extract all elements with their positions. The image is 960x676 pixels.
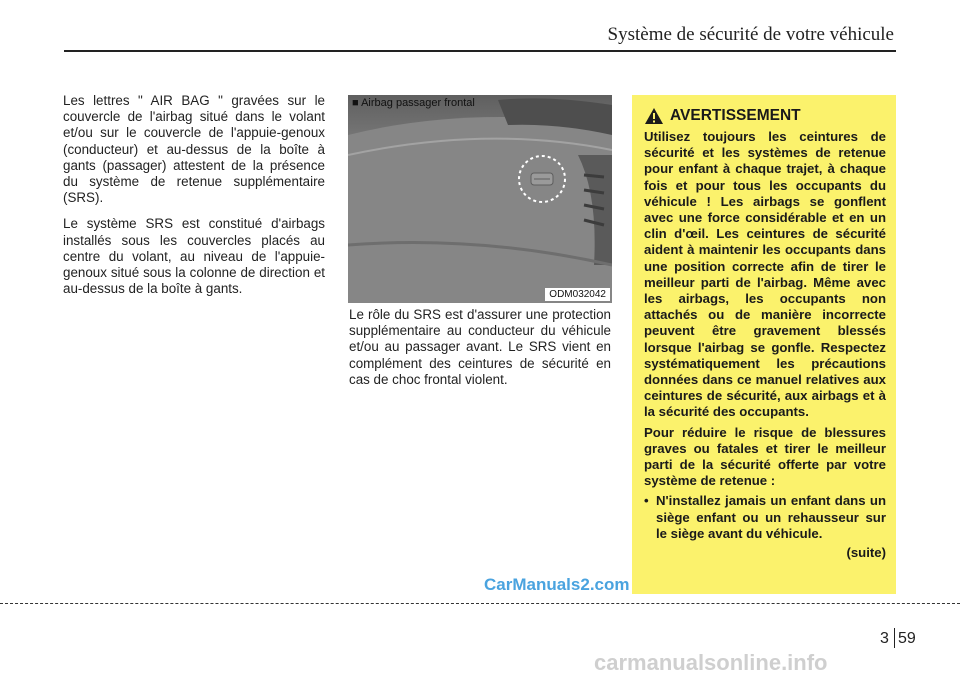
chapter-number: 3 — [880, 630, 889, 647]
airbag-photo — [348, 95, 612, 303]
footer-site-watermark[interactable]: carmanualsonline.info — [594, 650, 828, 675]
page-header-title: Système de sécurité de votre véhicule — [607, 24, 894, 45]
page-number: 59 — [898, 630, 916, 647]
warning-box — [632, 95, 896, 594]
continued-label: (suite) — [846, 545, 886, 561]
warning-bullet-text: N'installez jamais un enfant dans un siège enfant ou un rehausseur sur le siège avant du véhicule. — [656, 493, 886, 541]
photo-caption: ■ Airbag passager frontal — [352, 97, 475, 109]
page-number-separator — [894, 628, 895, 648]
warning-paragraph-risk: Pour réduire le risque de blessures graves ou fatales et tirer le meilleur parti de la sécurité offerte par votre système de retenue : — [644, 424, 886, 489]
paragraph-air-bag-markings: Les lettres " AIR BAG " gravées sur le couvercle de l'airbag situé dans le volant et/ou sur le couvercle de l'appuie-genoux (conducteur) et au-dessus de la boîte à gants (passager) attestent de la présence du système de retenue supplémentaire (SRS). — [63, 93, 325, 206]
warning-header — [644, 107, 886, 125]
watermark-link[interactable]: CarManuals2.com — [484, 575, 630, 594]
paragraph-srs-composition: Le système SRS est constitué d'airbags installés sous les couvercles placés au centre du volant, au niveau de l'appuie-genoux situé sous la colonne de direction et au-dessus de la boîte à gants. — [63, 216, 325, 297]
warning-paragraph-seatbelts: Utilisez toujours les ceintures de sécurité et les systèmes de retenue pour enfant à chaque trajet, à chaque fois et pour tous les occupants du véhicule ! Les airbags se gonflent avec une force considérable et en un clin d'œil. Les ceintures de sécurité aident à maintenir les occupants dans une position correcte afin de tirer le meilleur parti de l'airbag. Même avec les airbags, les occupants non attachés ou de manière incorrecte peuvent être gravement blessés lorsque l'airbag se gonfle. Respectez systématiquement les précautions données dans ce manuel relatives aux ceintures de sécurité, aux airbags et à la sécurité des occupants. — [644, 129, 886, 420]
warning-title: AVERTISSEMENT — [670, 106, 801, 124]
warning-bullet-item — [644, 493, 886, 542]
left-column — [63, 93, 325, 307]
header-rule — [64, 50, 896, 52]
middle-column — [349, 307, 611, 398]
warning-triangle-icon — [644, 107, 664, 125]
dashboard-illustration — [348, 95, 612, 303]
bullet-symbol: • — [644, 493, 649, 509]
footer-rule — [0, 603, 960, 604]
paragraph-srs-role: Le rôle du SRS est d'assurer une protection supplémentaire au conducteur du véhicule et/ou au passager avant. Le SRS vient en complément des ceintures de sécurité en cas de choc frontal violent. — [349, 307, 611, 387]
photo-code: ODM032042 — [545, 288, 610, 301]
